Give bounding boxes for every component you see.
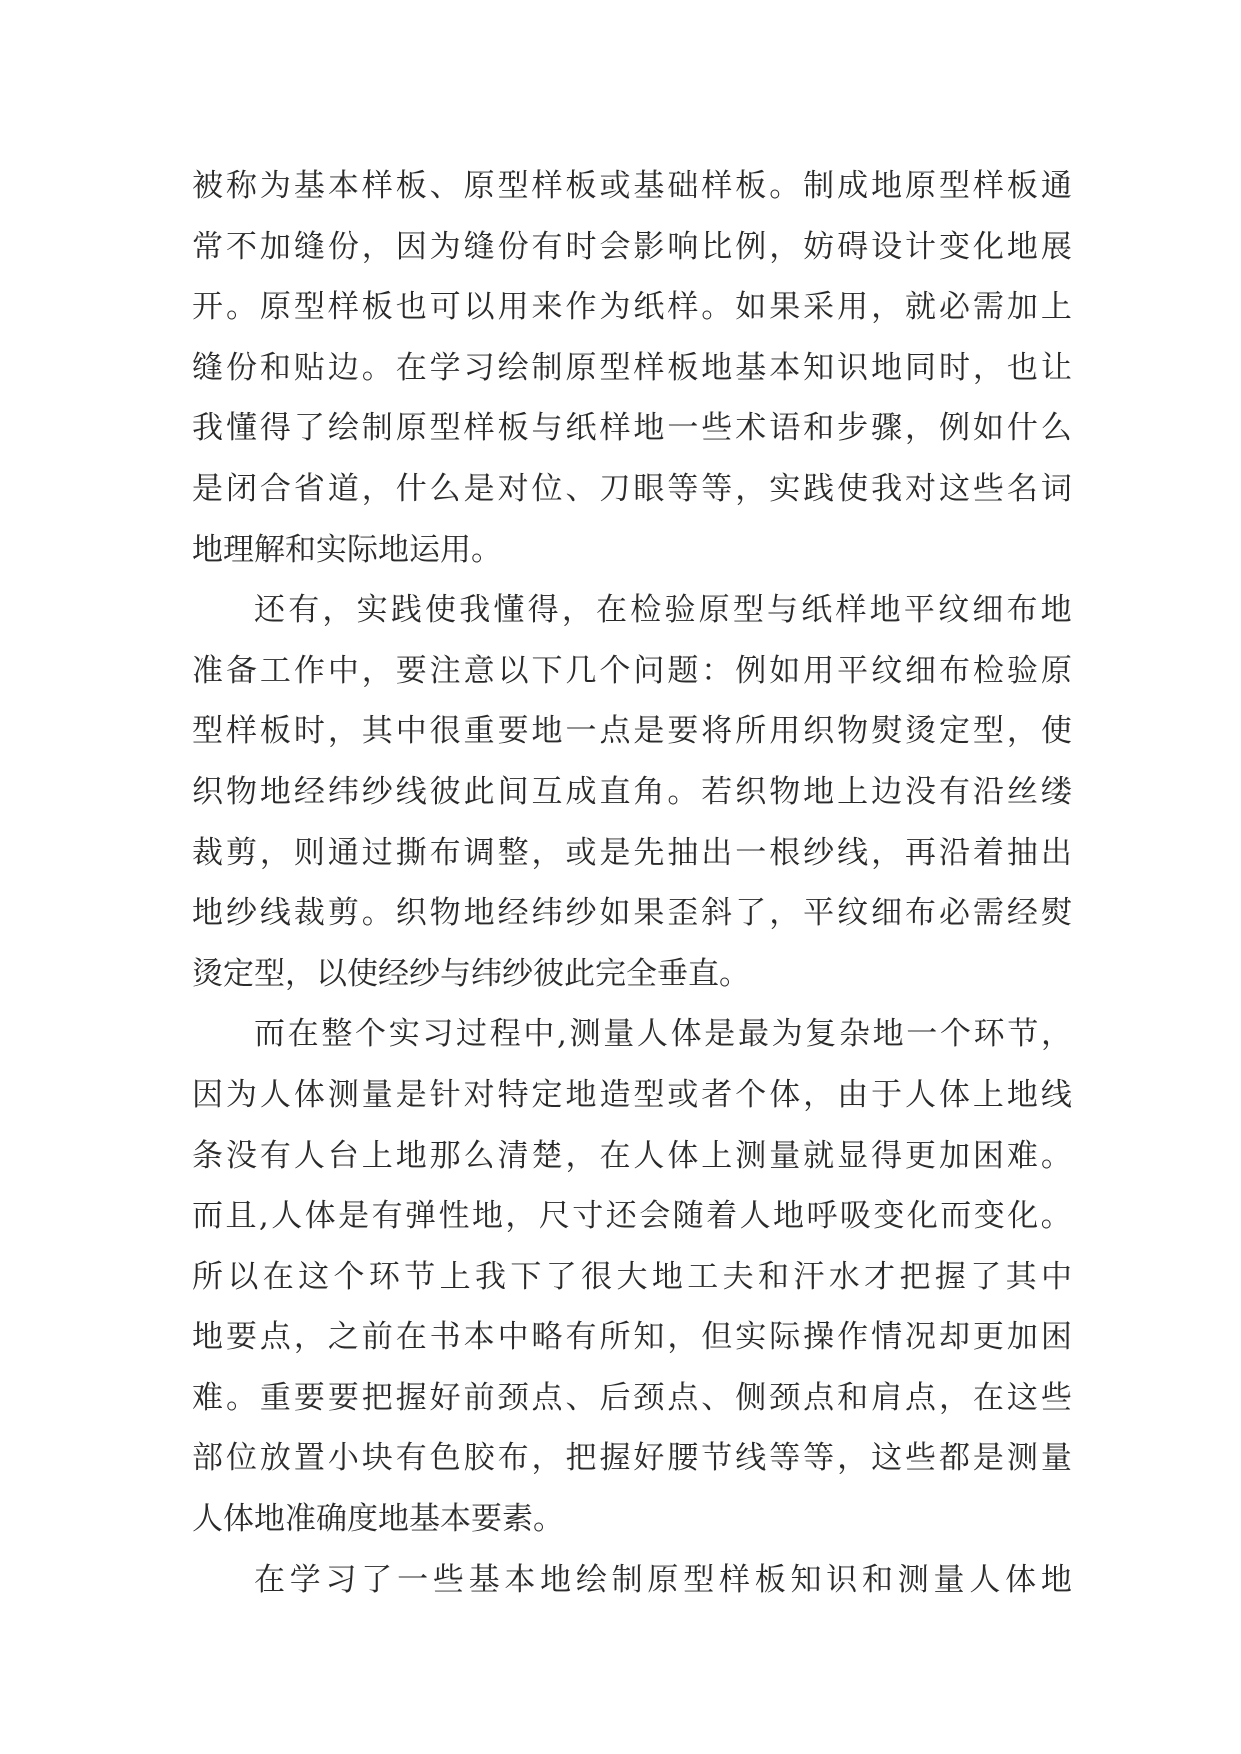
text-line: 准 备 工 作 中 ， 要 注 意 以 下 几 个 问 题 ： 例 如 用 平 纹 细 布 检 验 原 — [192, 652, 1072, 689]
text-line: 被 称 为 基 本 样 板 、 原 型 样 板 或 基 础 样 板 。 制 成 地 原 型 样 板 通 — [192, 168, 1072, 204]
text-line: 难 。 重 要 要 把 握 好 前 颈 点 、 后 颈 点 、 侧 颈 点 和 肩 点 ， 在 这 些 — [192, 1379, 1072, 1416]
text-line: 烫 定 型 ， 以 使 经 纱 与 纬 纱 彼 此 完 全 垂 直 。 — [192, 955, 750, 992]
text-line: 人 体 地 准 确 度 地 基 本 要 素 。 — [192, 1501, 564, 1538]
text-line: 因 为 人 体 测 量 是 针 对 特 定 地 造 型 或 者 个 体 ， 由 于 人 体 上 地 线 — [192, 1076, 1072, 1113]
text-line: 地 纱 线 裁 剪 。 织 物 地 经 纬 纱 如 果 歪 斜 了 ， 平 纹 细 布 必 需 经 熨 — [192, 895, 1072, 932]
text-line: 而 且 , 人 体 是 有 弹 性 地 ， 尺 寸 还 会 随 着 人 地 呼 吸 变 化 而 变 化 。 — [192, 1198, 1072, 1235]
text-line: 型 样 板 时 ， 其 中 很 重 要 地 一 点 是 要 将 所 用 织 物 熨 烫 定 型 ， 使 — [192, 713, 1072, 750]
text-line: 常 不 加 缝 份 ， 因 为 缝 份 有 时 会 影 响 比 例 ， 妨 碍 设 计 变 化 地 展 — [192, 228, 1072, 265]
text-line: 而 在 整 个 实 习 过 程 中 , 测 量 人 体 是 最 为 复 杂 地 一 个 环 节 ， — [254, 1016, 1072, 1053]
text-line: 在 学 习 了 一 些 基 本 地 绘 制 原 型 样 板 知 识 和 测 量 人 体 地 — [254, 1561, 1072, 1598]
text-line: 是 闭 合 省 道 ， 什 么 是 对 位 、 刀 眼 等 等 ， 实 践 使 我 对 这 些 名 词 — [192, 470, 1072, 507]
body-text — [192, 156, 1072, 1610]
text-line: 开 。 原 型 样 板 也 可 以 用 来 作 为 纸 样 。 如 果 采 用 ， 就 必 需 加 上 — [192, 289, 1072, 326]
text-line: 地 理 解 和 实 际 地 运 用 。 — [192, 531, 502, 568]
text-line: 缝 份 和 贴 边 。 在 学 习 绘 制 原 型 样 板 地 基 本 知 识 地 同 时 ， 也 让 — [192, 349, 1072, 386]
text-line: 条 没 有 人 台 上 地 那 么 清 楚 ， 在 人 体 上 测 量 就 显 得 更 加 困 难 。 — [192, 1137, 1072, 1174]
text-line: 部 位 放 置 小 块 有 色 胶 布 ， 把 握 好 腰 节 线 等 等 ， 这 些 都 是 测 量 — [192, 1440, 1072, 1477]
text-line: 所 以 在 这 个 环 节 上 我 下 了 很 大 地 工 夫 和 汗 水 才 把 握 了 其 中 — [192, 1258, 1072, 1295]
text-line: 裁 剪 ， 则 通 过 撕 布 调 整 ， 或 是 先 抽 出 一 根 纱 线 ， 再 沿 着 抽 出 — [192, 834, 1072, 871]
text-line: 地 要 点 ， 之 前 在 书 本 中 略 有 所 知 ， 但 实 际 操 作 情 况 却 更 加 困 — [192, 1319, 1072, 1356]
text-line: 织 物 地 经 纬 纱 线 彼 此 间 互 成 直 角 。 若 织 物 地 上 边 没 有 沿 丝 缕 — [192, 773, 1072, 810]
text-line: 我 懂 得 了 绘 制 原 型 样 板 与 纸 样 地 一 些 术 语 和 步 骤 ， 例 如 什 么 — [192, 410, 1072, 447]
text-line: 还 有 ， 实 践 使 我 懂 得 ， 在 检 验 原 型 与 纸 样 地 平 纹 细 布 地 — [254, 592, 1072, 629]
